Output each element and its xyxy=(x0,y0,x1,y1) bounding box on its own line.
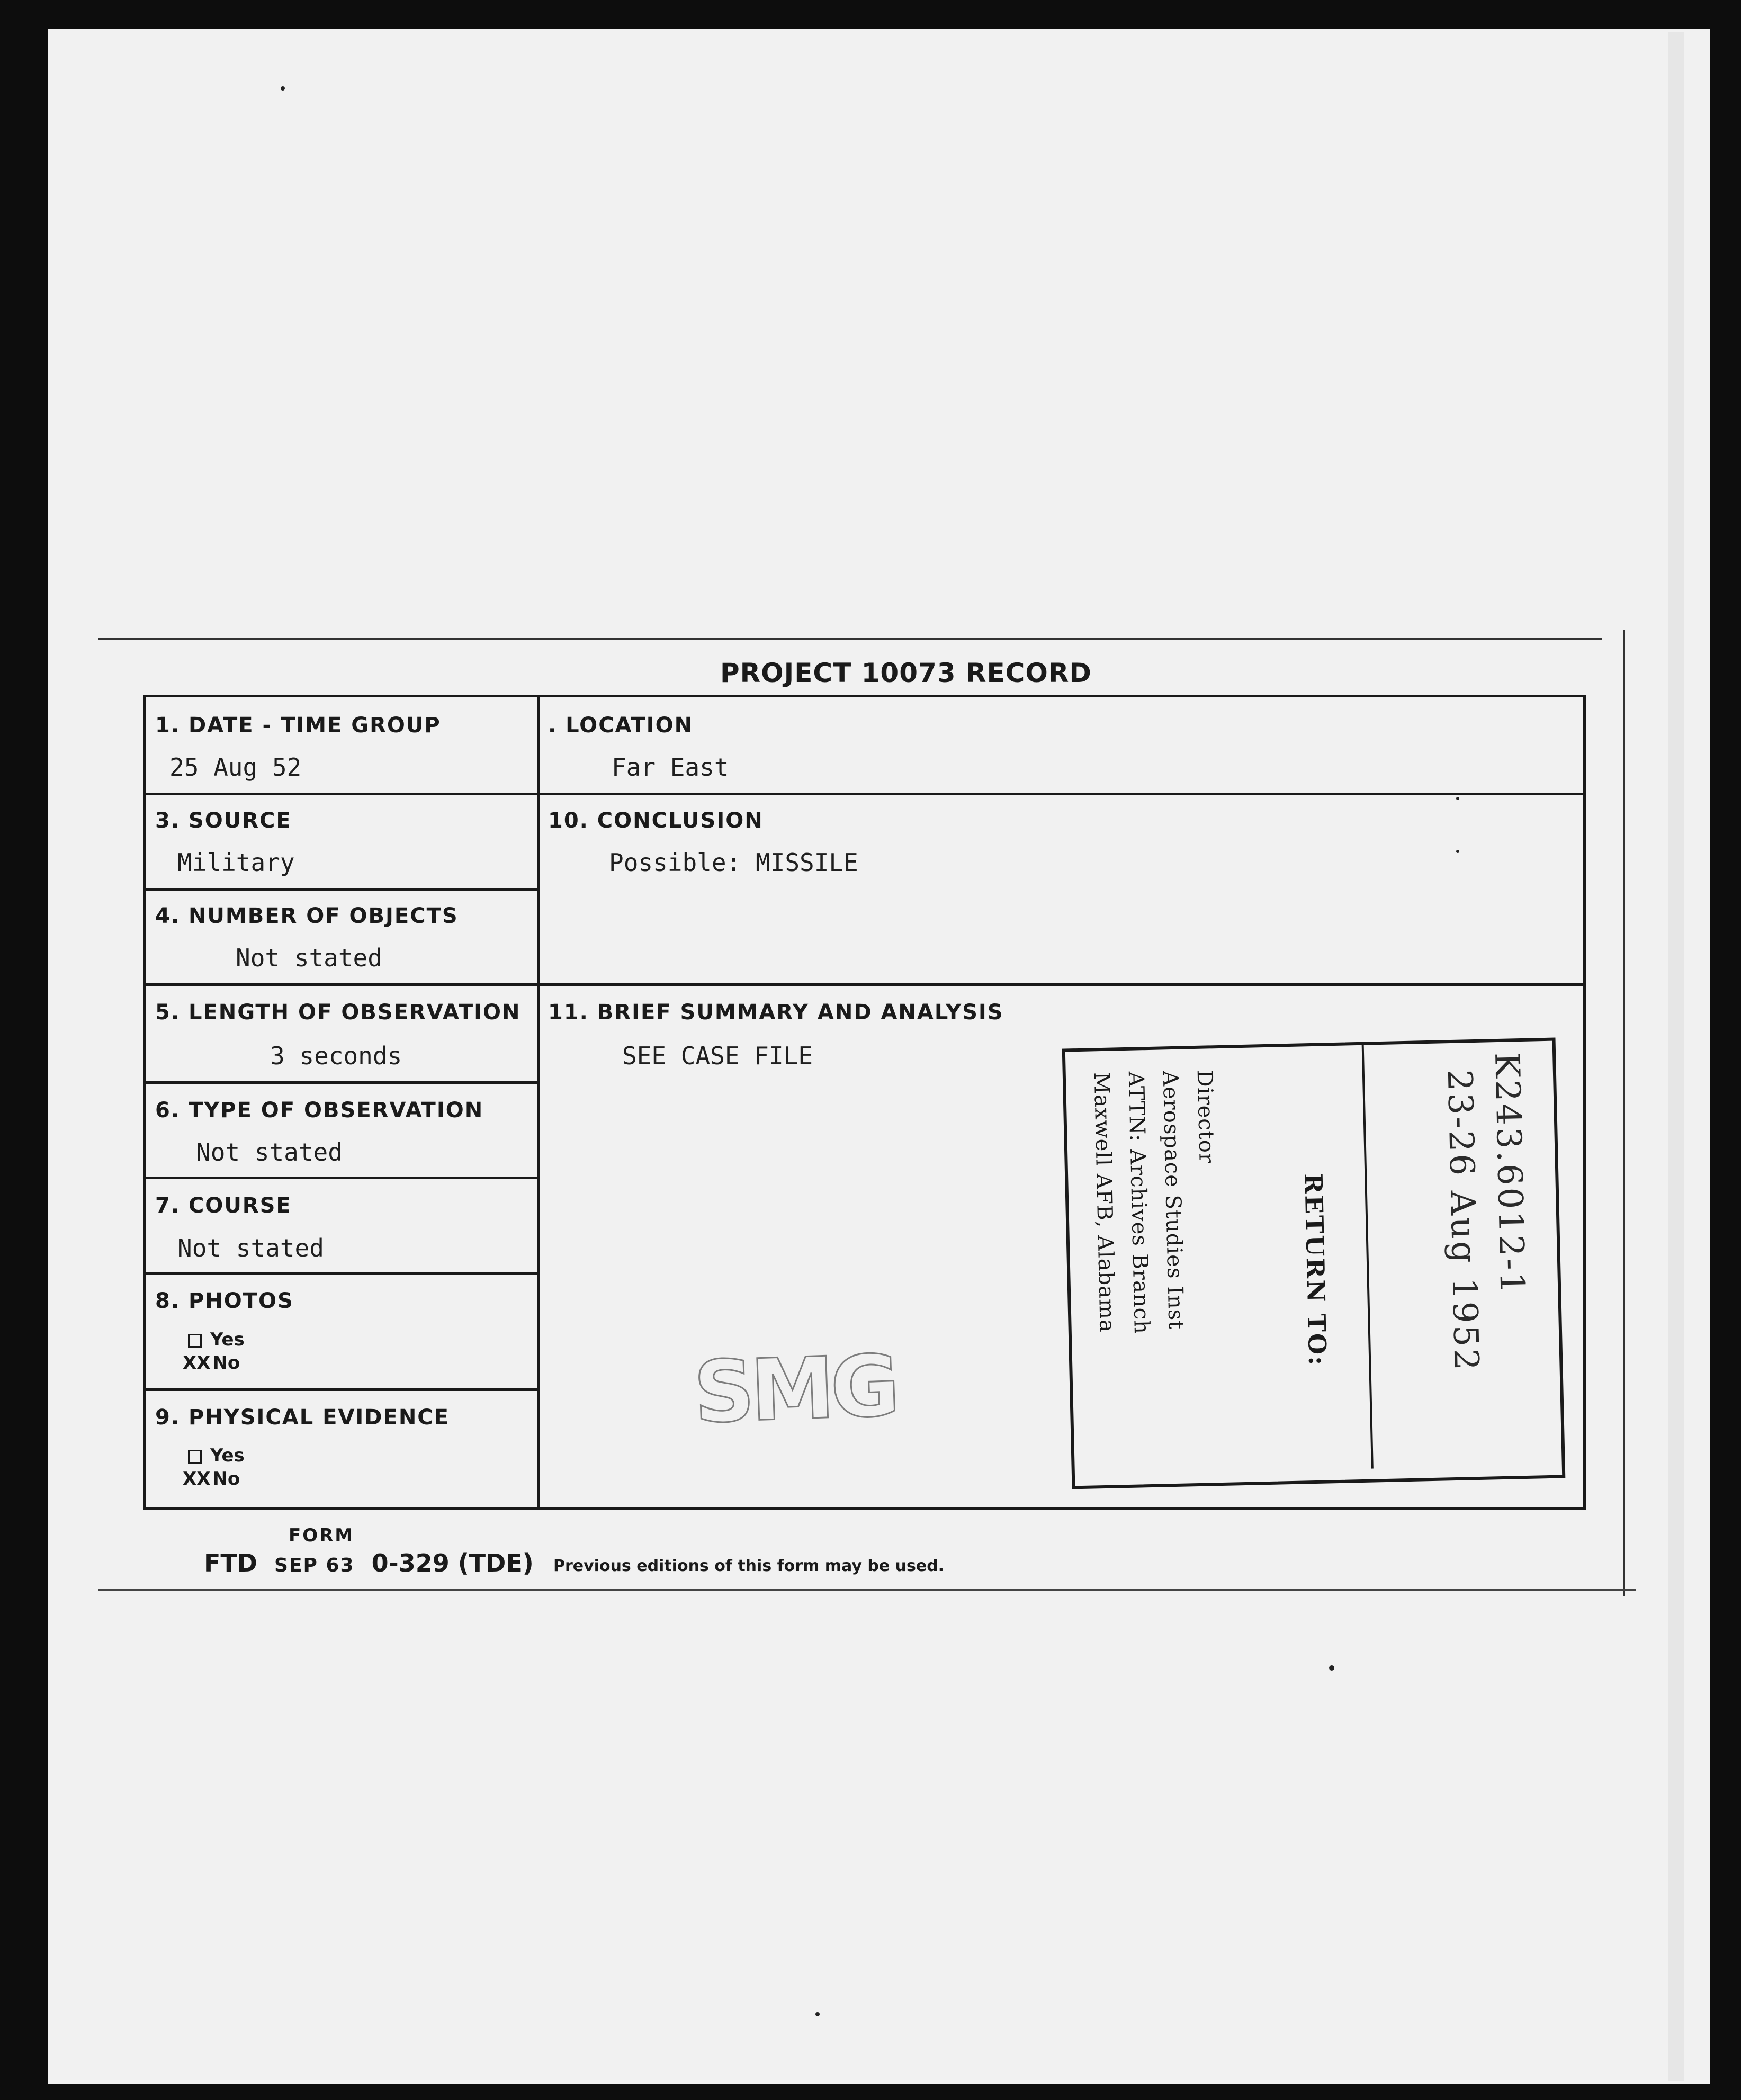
brief-summary-value: SEE CASE FILE xyxy=(622,1042,813,1070)
physical-evidence-label: 9. PHYSICAL EVIDENCE xyxy=(155,1405,450,1430)
type-of-observation-value: Not stated xyxy=(196,1138,343,1166)
document-page xyxy=(48,29,1710,2084)
number-of-objects-value: Not stated xyxy=(236,944,382,972)
form-title: PROJECT 10073 RECORD xyxy=(720,658,1092,688)
photos-yes-option xyxy=(188,1329,245,1350)
stamp-line: Maxwell AFB, Alabama xyxy=(1089,1072,1119,1333)
row-divider xyxy=(146,888,537,891)
source-label: 3. SOURCE xyxy=(155,809,292,833)
row-divider xyxy=(146,793,1586,795)
type-of-observation-label: 6. TYPE OF OBSERVATION xyxy=(155,1098,484,1123)
physical-evidence-yes-option xyxy=(188,1445,245,1466)
return-to-stamp xyxy=(1062,1038,1566,1489)
checkbox-icon xyxy=(188,1334,202,1348)
physical-evidence-no-label: No xyxy=(212,1468,240,1489)
stamp-line: ATTN: Archives Branch xyxy=(1123,1071,1154,1335)
checkbox-icon xyxy=(188,1450,202,1464)
checked-mark-icon: XX xyxy=(183,1352,211,1374)
stamp-line: Director xyxy=(1192,1070,1219,1164)
footer-ftd: FTD xyxy=(204,1549,257,1577)
row-divider xyxy=(146,1272,537,1275)
date-time-group-label: 1. DATE - TIME GROUP xyxy=(155,713,441,738)
course-value: Not stated xyxy=(177,1234,324,1262)
location-label: . LOCATION xyxy=(548,713,694,738)
card-bottom-rule xyxy=(98,1589,1636,1591)
dust-speck xyxy=(815,2012,820,2016)
photos-no-label: No xyxy=(212,1352,240,1374)
physical-evidence-no-option xyxy=(183,1468,240,1489)
card-top-rule xyxy=(98,638,1602,640)
conclusion-label: 10. CONCLUSION xyxy=(548,809,764,833)
dust-speck xyxy=(281,86,285,91)
footer-date: SEP 63 xyxy=(274,1555,355,1576)
brief-summary-label: 11. BRIEF SUMMARY AND ANALYSIS xyxy=(548,1000,1004,1025)
length-of-observation-label: 5. LENGTH OF OBSERVATION xyxy=(155,1000,521,1025)
handwritten-date-range: 23-26 Aug 1952 xyxy=(1439,1069,1486,1373)
column-divider xyxy=(537,697,540,1510)
footer-note: Previous editions of this form may be used. xyxy=(553,1557,945,1575)
date-time-group-value: 25 Aug 52 xyxy=(169,753,302,782)
row-divider xyxy=(146,1177,537,1179)
footer-form-number: 0-329 (TDE) xyxy=(371,1549,534,1577)
row-divider xyxy=(146,1081,537,1084)
card-right-rule xyxy=(1623,630,1625,1596)
photos-label: 8. PHOTOS xyxy=(155,1289,294,1313)
conclusion-value: Possible: MISSILE xyxy=(609,848,858,877)
photos-no-option xyxy=(183,1352,240,1374)
page-edge-shadow xyxy=(1668,32,1684,2081)
row-divider xyxy=(146,983,1586,986)
photos-yes-label: Yes xyxy=(210,1329,245,1350)
stamp-heading: RETURN TO: xyxy=(1299,1173,1332,1367)
handwritten-file-number: K243.6012-1 xyxy=(1487,1052,1532,1296)
source-value: Military xyxy=(177,848,295,877)
row-divider xyxy=(146,1388,537,1391)
record-card xyxy=(98,630,1641,1599)
footer-form-id xyxy=(204,1549,534,1577)
stamp-line: Aerospace Studies Inst xyxy=(1157,1070,1188,1330)
smg-watermark: SMG xyxy=(692,1336,898,1442)
location-value: Far East xyxy=(612,753,729,782)
stamp-divider xyxy=(1362,1045,1374,1469)
length-of-observation-value: 3 seconds xyxy=(270,1042,402,1070)
number-of-objects-label: 4. NUMBER OF OBJECTS xyxy=(155,904,459,928)
physical-evidence-yes-label: Yes xyxy=(210,1445,245,1466)
checked-mark-icon: XX xyxy=(183,1468,211,1489)
footer-form-label: FORM xyxy=(289,1525,355,1546)
course-label: 7. COURSE xyxy=(155,1193,292,1218)
dust-speck xyxy=(1329,1665,1334,1671)
